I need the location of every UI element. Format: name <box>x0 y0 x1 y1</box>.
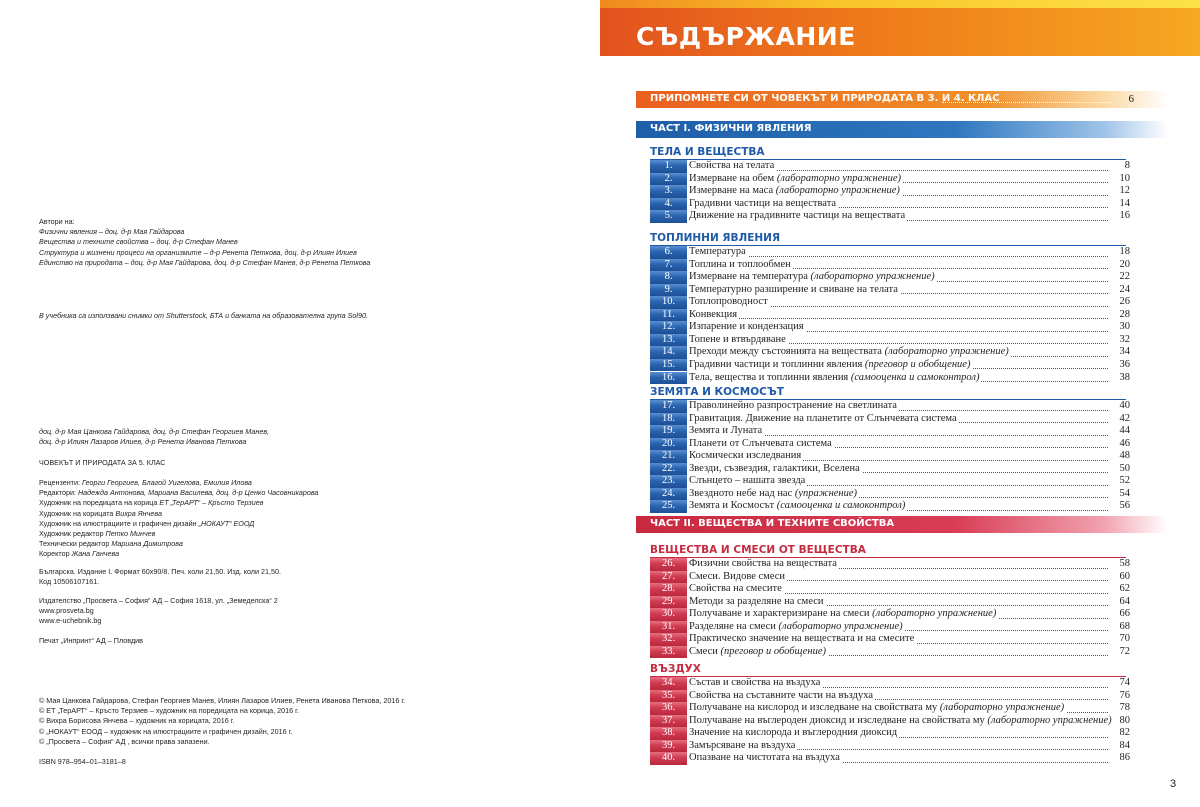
toc-entry[interactable] <box>650 400 1130 413</box>
imprint-line: © Вихра Борисова Янчева – художник на корицата, 2016 г. <box>39 716 235 726</box>
copyright-block <box>39 696 405 747</box>
toc-entry[interactable] <box>650 690 1130 703</box>
lesson-title: Преходи между състоянията на веществата <box>689 346 885 358</box>
lesson-number: 14. <box>650 346 687 359</box>
lesson-note: (преговор и обобщение) <box>864 358 971 370</box>
lesson-page-number: 14 <box>1119 197 1130 209</box>
lesson-title: Изпарение и кондензация <box>689 321 804 333</box>
lesson-title: Състав и свойства на въздуха <box>689 677 821 688</box>
credit-label: Редактори: <box>39 488 78 498</box>
lesson-title: Получаване и характеризиране на смеси <box>689 608 873 620</box>
lesson-title-wrap <box>689 558 839 571</box>
credit-value: Надежда Антонова, Мариана Василева, доц. д-р Ценко Часовникарова <box>77 488 319 498</box>
part1-title: ЧАСТ I. ФИЗИЧНИ ЯВЛЕНИЯ <box>650 123 812 134</box>
credit-value: Мариана Димитрова <box>111 539 183 549</box>
lesson-number: 19. <box>650 425 687 438</box>
imprint-line <box>39 519 318 529</box>
imprint-line: © „Просвета – София“ АД , всички права запазени. <box>39 736 210 746</box>
lesson-number: 12. <box>650 321 687 334</box>
lesson-title-wrap <box>689 475 807 488</box>
lesson-title-wrap <box>689 438 834 451</box>
lesson-title: Звезди, съзвездия, галактики, Вселена <box>689 462 860 474</box>
imprint-line: Код 10506107161. <box>39 577 100 587</box>
lesson-title-wrap <box>689 715 1114 728</box>
credit-value: Жана Ганчева <box>71 549 120 559</box>
lesson-note: (лабораторно упражнение) <box>776 172 901 184</box>
lesson-page-number: 84 <box>1119 739 1130 751</box>
imprint-line: Вещества и техните свойства – доц. д-р Стефан Манев <box>39 237 238 247</box>
toc-entry[interactable] <box>650 752 1130 765</box>
lesson-title: Космически изследвания <box>689 450 802 462</box>
lesson-title-wrap <box>689 677 822 690</box>
imprint-line <box>39 478 318 488</box>
lesson-number: 25. <box>650 500 687 513</box>
lesson-title: Получаване на кислород и изследване на свойствата му <box>689 702 940 714</box>
lesson-page-number: 66 <box>1119 608 1130 620</box>
toc-entry[interactable] <box>650 359 1130 372</box>
imprint-line <box>39 539 318 549</box>
lesson-title-wrap <box>689 198 838 211</box>
lesson-note: (лабораторно упражнение) <box>939 702 1065 714</box>
toc-entry[interactable] <box>650 413 1130 426</box>
lesson-title: Измерване на обем <box>689 172 777 184</box>
imprint-line: www.prosveta.bg <box>39 606 94 616</box>
imprint-line: Българска. Издание I. Формат 60х90/8. Печ. коли 21,50. Изд. коли 21,50. <box>39 567 281 576</box>
credit-label: Художник редактор <box>39 528 106 538</box>
isbn: ISBN 978–954–01–3181–8 <box>39 757 126 766</box>
lesson-title: Звездното небе над нас <box>689 487 795 499</box>
lesson-title-wrap <box>689 646 828 659</box>
lesson-number: 21. <box>650 450 687 463</box>
toc-entry[interactable] <box>650 677 1130 690</box>
lesson-title-wrap <box>689 334 788 347</box>
lesson-page-number: 30 <box>1119 321 1130 333</box>
lesson-title-wrap <box>689 271 937 284</box>
lesson-title: Замърсяване на въздуха <box>689 739 796 751</box>
lesson-title-wrap <box>689 463 862 476</box>
part1-band <box>636 121 1168 138</box>
lesson-page-number: 72 <box>1119 645 1130 657</box>
lesson-number: 23. <box>650 475 687 488</box>
lesson-title-wrap <box>689 608 998 621</box>
lesson-title: Гравитация. Движение на планетите от Слънчевата система <box>689 412 957 424</box>
lesson-title-wrap <box>689 690 875 703</box>
lesson-title-wrap <box>689 727 899 740</box>
toc-entry[interactable] <box>650 438 1130 451</box>
lesson-number: 10. <box>650 296 687 309</box>
lesson-title-wrap <box>689 372 981 385</box>
lesson-number: 17. <box>650 400 687 413</box>
toc-entry[interactable] <box>650 160 1130 173</box>
lesson-note: (лабораторно упражнение) <box>810 271 935 283</box>
lesson-title: Земята и Космосът <box>689 500 777 512</box>
section-heading: ТЕЛА И ВЕЩЕСТВА <box>650 146 765 158</box>
lesson-title-wrap <box>689 160 776 173</box>
publisher-info <box>39 596 278 627</box>
lesson-title: Температурно разширение и свиване на телата <box>689 283 898 295</box>
lesson-title: Градивни частици на веществата <box>689 197 837 209</box>
intro-band <box>636 91 1168 108</box>
lesson-title: Физични свойства на веществата <box>689 558 837 569</box>
toc-entry[interactable] <box>650 715 1130 728</box>
lesson-number: 2. <box>650 173 687 186</box>
lesson-title: Градивни частици и топлинни явления <box>689 358 865 370</box>
lesson-title: Смеси. Видове смеси <box>689 570 786 582</box>
lesson-note: (лабораторно упражнение) <box>872 608 997 620</box>
credit-value: Вихра Янчева <box>115 508 162 518</box>
toc-entry[interactable] <box>650 372 1130 385</box>
section-heading: ВЕЩЕСТВА И СМЕСИ ОТ ВЕЩЕСТВА <box>650 544 866 556</box>
lesson-title: Свойства на смесите <box>689 583 782 595</box>
imprint-line <box>39 529 318 539</box>
lesson-page-number: 78 <box>1119 702 1130 714</box>
lesson-number: 1. <box>650 160 687 173</box>
toc-entry[interactable] <box>650 173 1130 186</box>
lesson-number: 20. <box>650 438 687 451</box>
lesson-title: Движение на градивните частици на веществата <box>689 210 906 222</box>
imprint-line: www.e-uchebnik.bg <box>39 616 102 626</box>
lesson-title: Тела, вещества и топлинни явления <box>689 371 851 383</box>
toc-entry[interactable] <box>650 500 1130 513</box>
lesson-page-number: 22 <box>1119 271 1130 283</box>
lesson-page-number: 62 <box>1119 583 1130 595</box>
credit-value: Петко Минчев <box>105 528 156 538</box>
lesson-number: 39. <box>650 740 687 753</box>
lesson-title-wrap <box>689 621 905 634</box>
toc-entry[interactable] <box>650 185 1130 198</box>
lesson-page-number: 36 <box>1119 358 1130 370</box>
imprint-line: © „НОКАУТ“ ЕООД – художник на илюстрациите и графичен дизайн, 2016 г. <box>39 726 293 736</box>
dot-leader <box>690 256 1108 257</box>
credits-block <box>39 478 318 560</box>
lesson-title-wrap <box>689 450 803 463</box>
lesson-page-number: 38 <box>1119 371 1130 383</box>
toc-entry[interactable] <box>650 259 1130 272</box>
lesson-note: (преговор и обобщение) <box>720 645 827 657</box>
lesson-note: (лабораторно упражнение) <box>884 346 1009 358</box>
lesson-title: Методи за разделяне на смеси <box>689 595 824 607</box>
lesson-title: Измерване на температура <box>689 271 811 283</box>
lesson-page-number: 32 <box>1119 333 1130 345</box>
lesson-page-number: 16 <box>1119 210 1130 222</box>
lesson-number: 11. <box>650 309 687 322</box>
toc-entry[interactable] <box>650 633 1130 646</box>
lesson-title-wrap <box>689 740 797 753</box>
lesson-page-number: 48 <box>1119 450 1130 462</box>
lesson-title: Свойства на телата <box>689 160 775 171</box>
lesson-number: 31. <box>650 621 687 634</box>
section-heading: ЗЕМЯТА И КОСМОСЪТ <box>650 386 784 398</box>
lesson-number: 4. <box>650 198 687 211</box>
lesson-page-number: 10 <box>1119 172 1130 184</box>
lesson-title: Температура <box>689 246 746 257</box>
lesson-page-number: 58 <box>1119 558 1130 569</box>
lesson-title: Земята и Луната <box>689 425 763 437</box>
credit-label: Рецензенти: <box>39 478 82 487</box>
lesson-page-number: 26 <box>1119 296 1130 308</box>
lesson-number: 28. <box>650 583 687 596</box>
toc-entry[interactable] <box>650 463 1130 476</box>
lesson-number: 7. <box>650 259 687 272</box>
lesson-number: 38. <box>650 727 687 740</box>
toc-entry[interactable] <box>650 702 1130 715</box>
lesson-page-number: 60 <box>1119 570 1130 582</box>
lesson-page-number: 12 <box>1119 185 1130 197</box>
credit-label: Коректор <box>39 549 72 559</box>
toc-entry[interactable] <box>650 309 1130 322</box>
lesson-title: Конвекция <box>689 308 738 320</box>
credit-value: Георги Георгиев, Благой Уигелова, Емилия Илова <box>81 478 252 487</box>
lesson-page-number: 80 <box>1119 714 1130 726</box>
imprint-line: Издателство „Просвета – София“ АД – София 1618, ул. „Земеделска“ 2 <box>39 596 278 605</box>
credit-label: Художник на корицата <box>39 508 116 518</box>
lesson-title-wrap <box>689 633 916 646</box>
lesson-note: (лабораторно упражнение) <box>775 185 900 197</box>
lesson-page-number: 76 <box>1119 689 1130 701</box>
lesson-title: Значение на кислорода и въглеродния диоксид <box>689 727 898 739</box>
toc-entry[interactable] <box>650 321 1130 334</box>
lesson-page-number: 46 <box>1119 437 1130 449</box>
lesson-note: (упражнение) <box>794 487 858 499</box>
lesson-title: Разделяне на смеси <box>689 620 779 632</box>
lesson-note: (лабораторно упражнение) <box>778 620 903 632</box>
lesson-number: 30. <box>650 608 687 621</box>
lesson-page-number: 56 <box>1119 500 1130 512</box>
lesson-number: 9. <box>650 284 687 297</box>
lesson-number: 32. <box>650 633 687 646</box>
lesson-page-number: 42 <box>1119 412 1130 424</box>
lesson-page-number: 34 <box>1119 346 1130 358</box>
lesson-page-number: 28 <box>1119 308 1130 320</box>
authors-block <box>39 217 370 268</box>
credit-value: „НОКАУТ“ ЕООД <box>198 518 255 528</box>
lesson-title-wrap <box>689 346 1011 359</box>
lesson-page-number: 86 <box>1119 752 1130 764</box>
lesson-page-number: 8 <box>1124 160 1130 171</box>
lesson-number: 5. <box>650 210 687 223</box>
lesson-title-wrap <box>689 259 793 272</box>
book-title: ЧОВЕКЪТ И ПРИРОДАТА ЗА 5. КЛАС <box>39 458 166 467</box>
lesson-title-wrap <box>689 321 806 334</box>
toc-entry[interactable] <box>650 621 1130 634</box>
lesson-number: 33. <box>650 646 687 659</box>
lesson-number: 34. <box>650 677 687 690</box>
lesson-number: 16. <box>650 372 687 385</box>
lesson-number: 15. <box>650 359 687 372</box>
dot-leader <box>690 318 1108 319</box>
imprint-line: © ЕТ „ТерАРТ“ – Кръсто Терзиев – художник на поредицата на корица, 2016 г. <box>39 706 299 716</box>
lesson-title-wrap <box>689 413 959 426</box>
lesson-title-wrap <box>689 185 902 198</box>
lesson-number: 40. <box>650 752 687 765</box>
lesson-note: (самооценка и самоконтрол) <box>850 371 980 383</box>
lesson-title-wrap <box>689 400 899 413</box>
lesson-title-wrap <box>689 752 842 765</box>
lesson-title-wrap <box>689 210 907 223</box>
toc-entry[interactable] <box>650 740 1130 753</box>
lesson-title: Свойства на съставните части на въздуха <box>689 689 874 701</box>
lesson-title-wrap <box>689 488 859 501</box>
lesson-page-number: 18 <box>1119 246 1130 257</box>
imprint-line: © Мая Цанкова Гайдарова, Стефан Георгиев Манев, Илиян Лазаров Илиев, Ренета Иванова Петкова, 2016 г. <box>39 696 406 705</box>
lesson-page-number: 82 <box>1119 727 1130 739</box>
toc-entry[interactable] <box>650 346 1130 359</box>
lesson-title-wrap <box>689 571 787 584</box>
lesson-number: 37. <box>650 715 687 728</box>
lesson-page-number: 64 <box>1119 595 1130 607</box>
credit-label: Художник на илюстрациите и графичен дизайн <box>39 518 199 528</box>
lesson-page-number: 70 <box>1119 633 1130 645</box>
toc-entry[interactable] <box>650 246 1130 259</box>
page-number: 3 <box>1170 778 1177 790</box>
lesson-title-wrap <box>689 246 748 259</box>
credit-label: Художник на поредицата на корица <box>39 498 160 508</box>
lesson-title: Праволинейно разпространение на светлината <box>689 400 897 411</box>
lesson-page-number: 50 <box>1119 462 1130 474</box>
toc-entry[interactable] <box>650 571 1130 584</box>
lesson-number: 3. <box>650 185 687 198</box>
lesson-number: 8. <box>650 271 687 284</box>
lesson-title-wrap <box>689 500 907 513</box>
imprint-line <box>39 498 318 508</box>
toc-entry[interactable] <box>650 558 1130 571</box>
lesson-page-number: 40 <box>1119 400 1130 411</box>
imprint-line: Структура и жизнени процеси на организмите – д-р Ренета Петкова, доц. д-р Илиян Илиев <box>39 247 357 257</box>
lesson-title: Практическо значение на веществата и на смесите <box>689 633 915 645</box>
lesson-title: Топлина и топлообмен <box>689 258 791 270</box>
toc-entry[interactable] <box>650 608 1130 621</box>
lesson-title-wrap <box>689 596 826 609</box>
lesson-number: 27. <box>650 571 687 584</box>
lesson-number: 18. <box>650 413 687 426</box>
section-heading: ВЪЗДУХ <box>650 663 701 675</box>
lesson-number: 6. <box>650 246 687 259</box>
page-title: СЪДЪРЖАНИЕ <box>636 22 856 51</box>
lesson-title: Слънцето – нашата звезда <box>689 475 806 487</box>
photo-credit: В учебника са използвани снимки от Shutterstock, БТА и банката на образователна група Sol90. <box>39 311 368 320</box>
print-info: Печат „Инпринт“ АД – Пловдив <box>39 636 143 645</box>
lesson-note: (самооценка и самоконтрол) <box>776 500 906 512</box>
format-info <box>39 567 281 587</box>
lesson-title: Измерване на маса <box>689 185 776 197</box>
lesson-number: 26. <box>650 558 687 571</box>
lesson-title-wrap <box>689 284 900 297</box>
lesson-title: Смеси <box>689 645 721 657</box>
toc-entry[interactable] <box>650 488 1130 501</box>
part2-title: ЧАСТ II. ВЕЩЕСТВА И ТЕХНИТЕ СВОЙСТВА <box>650 518 895 529</box>
lesson-page-number: 74 <box>1119 677 1130 688</box>
toc-entry[interactable] <box>650 296 1130 309</box>
author-names <box>39 427 269 447</box>
lesson-title-wrap <box>689 309 739 322</box>
toc-entry[interactable] <box>650 271 1130 284</box>
part2-band <box>636 516 1168 533</box>
lesson-title-wrap <box>689 702 1066 715</box>
toc-entry[interactable] <box>650 198 1130 211</box>
lesson-number: 22. <box>650 463 687 476</box>
lesson-page-number: 24 <box>1119 283 1130 295</box>
lesson-title: Получаване на въглероден диоксид и изследване на свойствата му <box>689 714 988 726</box>
lesson-number: 35. <box>650 690 687 703</box>
toc-entry[interactable] <box>650 646 1130 659</box>
imprint-line: Автори на: <box>39 217 75 226</box>
lesson-title: Планети от Слънчевата система <box>689 437 832 449</box>
lesson-title: Топене и втвърдяване <box>689 333 786 345</box>
imprint-line: доц. д-р Илиян Лазаров Илиев, д-р Ренета Иванова Петкова <box>39 437 247 447</box>
imprint-line: Единство на природата – доц. д-р Мая Гайдарова, доц. д-р Стефан Манев, д-р Ренета Петкова <box>39 257 371 267</box>
lesson-note: (лабораторно упражнение) <box>987 714 1112 726</box>
lesson-page-number: 20 <box>1119 258 1130 270</box>
imprint-line <box>39 549 318 559</box>
toc-entry[interactable] <box>650 583 1130 596</box>
toc-entry[interactable] <box>650 450 1130 463</box>
toc-entry[interactable] <box>650 334 1130 347</box>
toc-entry[interactable] <box>650 425 1130 438</box>
lesson-number: 24. <box>650 488 687 501</box>
lesson-title: Топлопроводност <box>689 296 768 308</box>
lesson-number: 13. <box>650 334 687 347</box>
toc-entry[interactable] <box>650 284 1130 297</box>
imprint-line: доц. д-р Мая Цанкова Гайдарова, доц. д-р Стефан Георгиев Манев, <box>39 427 270 436</box>
imprint-line <box>39 509 318 519</box>
imprint-line <box>39 488 318 498</box>
credit-label: Технически редактор <box>39 539 112 549</box>
lesson-page-number: 52 <box>1119 475 1130 487</box>
lesson-page-number: 54 <box>1119 487 1130 499</box>
lesson-title: Опазване на чистотата на въздуха <box>689 752 840 764</box>
lesson-page-number: 44 <box>1119 425 1130 437</box>
lesson-title-wrap <box>689 173 903 186</box>
toc-entry[interactable] <box>650 727 1130 740</box>
intro-label: ПРИПОМНЕТЕ СИ ОТ ЧОВЕКЪТ И ПРИРОДАТА В 3. И 4. КЛАС <box>650 93 1000 104</box>
lesson-number: 36. <box>650 702 687 715</box>
credit-value: ЕТ „ТерАРТ“ – Кръсто Терзиев <box>159 498 264 508</box>
lesson-title-wrap <box>689 583 784 596</box>
toc-entry[interactable] <box>650 210 1130 223</box>
lesson-page-number: 68 <box>1119 620 1130 632</box>
lesson-number: 29. <box>650 596 687 609</box>
lesson-title-wrap <box>689 359 972 372</box>
intro-page-number: 6 <box>1128 93 1134 105</box>
toc-entry[interactable] <box>650 475 1130 488</box>
section-heading: ТОПЛИННИ ЯВЛЕНИЯ <box>650 232 781 244</box>
lesson-title-wrap <box>689 296 770 309</box>
imprint-line: Физични явления – доц. д-р Мая Гайдарова <box>39 227 185 237</box>
lesson-title-wrap <box>689 425 764 438</box>
toc-entry[interactable] <box>650 596 1130 609</box>
